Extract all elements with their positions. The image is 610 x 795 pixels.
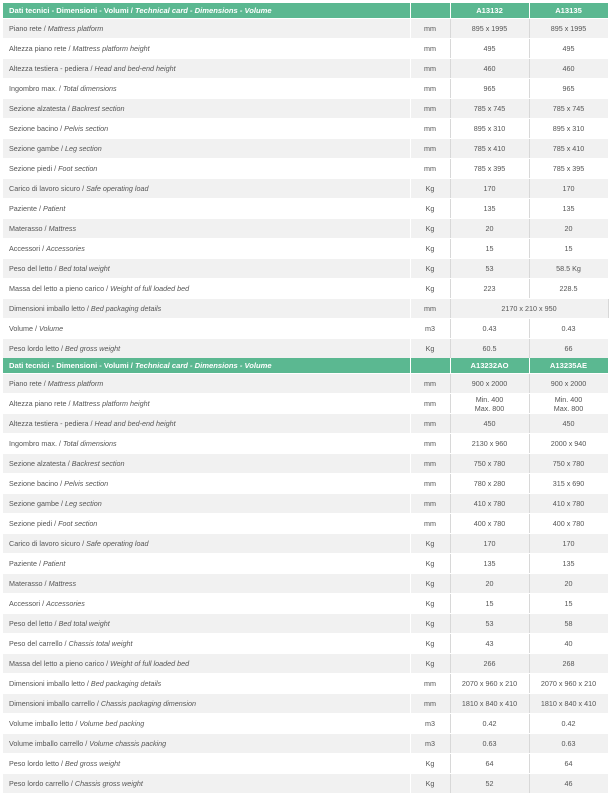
label-it: Sezione gambe / [9, 499, 63, 508]
value-cell-1: 0.42 [450, 714, 529, 734]
label-en: Mattress [48, 224, 77, 233]
label-en: Leg section [64, 499, 102, 508]
value-cell-2: 0.42 [529, 714, 608, 734]
value-cell-1: 135 [450, 199, 529, 219]
label-it: Carico di lavoro sicuro / [9, 539, 85, 548]
row-label [3, 574, 410, 594]
value-cell-1: 53 [450, 614, 529, 634]
value-max: Max. 800 [553, 403, 584, 413]
value-cell-2: 400 x 780 [529, 514, 608, 534]
label-it: Peso del letto / [9, 264, 57, 273]
label-it: Dimensioni imballo letto / [9, 304, 89, 313]
value-cell-2: 2070 x 960 x 210 [529, 674, 608, 694]
value-cell-1: 750 x 780 [450, 454, 529, 474]
label-en: Accessories [46, 244, 85, 253]
label-it: Altezza piano rete / [9, 399, 71, 408]
value-cell-1: 450 [450, 414, 529, 434]
row-label [3, 59, 410, 79]
value-cell-1: 64 [450, 754, 529, 774]
value-cell-2: 170 [529, 179, 608, 199]
label-it: Sezione alzatesta / [9, 104, 70, 113]
unit-cell: Kg [410, 259, 450, 279]
label-en: Leg section [64, 144, 102, 153]
table-row [3, 634, 608, 654]
value-cell-1: 2130 x 960 [450, 434, 529, 454]
label-en: Chassis packaging dimension [100, 699, 196, 708]
value-cell-1: 43 [450, 634, 529, 654]
table-header [3, 358, 608, 374]
row-label [3, 199, 410, 219]
label-en: Volume chassis packing [89, 739, 167, 748]
value-cell-1: 400 x 780 [450, 514, 529, 534]
value-cell-2: 750 x 780 [529, 454, 608, 474]
row-label [3, 279, 410, 299]
table-row [3, 674, 608, 694]
unit-cell: mm [410, 299, 450, 319]
label-it: Accessori / [9, 244, 45, 253]
value-cell-1: 785 x 410 [450, 139, 529, 159]
value-cell-2: 1810 x 840 x 410 [529, 694, 608, 714]
unit-cell: mm [410, 514, 450, 534]
label-en: Total dimensions [62, 439, 117, 448]
unit-cell: mm [410, 374, 450, 394]
unit-cell: Kg [410, 754, 450, 774]
header-title-it: Dati tecnici - Dimensioni - Volumi / [9, 361, 133, 370]
value-cell-2: 785 x 745 [529, 99, 608, 119]
label-it: Peso lordo carrello / [9, 779, 73, 788]
table-row [3, 534, 608, 554]
row-label [3, 454, 410, 474]
value-cell-1: 1810 x 840 x 410 [450, 694, 529, 714]
table-row [3, 119, 608, 139]
value-cell-2: 0.43 [529, 319, 608, 339]
label-it: Volume imballo carrello / [9, 739, 88, 748]
table-row [3, 494, 608, 514]
value-cell-1: 495 [450, 39, 529, 59]
value-cell-1: 2070 x 960 x 210 [450, 674, 529, 694]
value-cell-2: 460 [529, 59, 608, 79]
label-en: Mattress platform height [72, 399, 150, 408]
label-it: Piano rete / [9, 24, 46, 33]
row-label [3, 614, 410, 634]
label-en: Mattress platform [47, 379, 104, 388]
label-en: Bed total weight [58, 264, 110, 273]
value-cell-1: 20 [450, 219, 529, 239]
label-it: Ingombro max. / [9, 439, 61, 448]
label-en: Foot section [58, 519, 98, 528]
value-cell-1: 0.43 [450, 319, 529, 339]
table-row [3, 374, 608, 394]
row-label [3, 514, 410, 534]
label-en: Head and bed-end height [94, 64, 176, 73]
label-it: Dimensioni imballo letto / [9, 679, 89, 688]
unit-cell: mm [410, 394, 450, 414]
label-it: Paziente / [9, 559, 41, 568]
label-en: Volume bed packing [79, 719, 145, 728]
header-title [3, 3, 410, 19]
row-label [3, 79, 410, 99]
header-title-en: Technical card - Dimensions - Volume [135, 361, 272, 370]
technical-table-2 [3, 358, 609, 794]
label-en: Weight of full loaded bed [110, 659, 190, 668]
unit-cell: mm [410, 694, 450, 714]
value-cell-2: 46 [529, 774, 608, 794]
row-label [3, 694, 410, 714]
table-row [3, 19, 608, 39]
value-cell-1: 20 [450, 574, 529, 594]
unit-cell: Kg [410, 179, 450, 199]
table-row [3, 754, 608, 774]
row-label [3, 319, 410, 339]
model-code-2: A13135 [529, 3, 608, 19]
header-unit-cell [410, 358, 450, 374]
unit-cell: Kg [410, 574, 450, 594]
label-en: Mattress platform [47, 24, 104, 33]
table-row [3, 319, 608, 339]
label-it: Materasso / [9, 224, 47, 233]
label-en: Bed packaging details [90, 679, 162, 688]
row-label [3, 139, 410, 159]
header-unit-cell [410, 3, 450, 19]
value-cell-1: 52 [450, 774, 529, 794]
row-label [3, 734, 410, 754]
value-cell-2: 20 [529, 219, 608, 239]
unit-cell: mm [410, 674, 450, 694]
header-title [3, 358, 410, 374]
table-row [3, 694, 608, 714]
table-row [3, 279, 608, 299]
row-label [3, 774, 410, 794]
table-row [3, 654, 608, 674]
value-cell-2: 228.5 [529, 279, 608, 299]
label-en: Chassis total weight [68, 639, 133, 648]
label-en: Foot section [58, 164, 98, 173]
row-label [3, 19, 410, 39]
value-cell-2: 495 [529, 39, 608, 59]
unit-cell: m3 [410, 319, 450, 339]
label-it: Altezza testiera - pediera / [9, 64, 93, 73]
model-code-2: A13235AE [529, 358, 608, 374]
label-it: Altezza piano rete / [9, 44, 71, 53]
model-code-1: A13132 [450, 3, 529, 19]
table-header [3, 3, 608, 19]
label-en: Bed gross weight [64, 759, 121, 768]
value-cell-2: 58 [529, 614, 608, 634]
table-row [3, 734, 608, 754]
label-it: Volume imballo letto / [9, 719, 78, 728]
table-row [3, 554, 608, 574]
row-label [3, 259, 410, 279]
value-cell-1: 15 [450, 594, 529, 614]
value-cell-1: 0.63 [450, 734, 529, 754]
unit-cell: mm [410, 119, 450, 139]
unit-cell: Kg [410, 634, 450, 654]
value-cell-1: 895 x 1995 [450, 19, 529, 39]
unit-cell: mm [410, 59, 450, 79]
value-cell-2: 20 [529, 574, 608, 594]
label-it: Volume / [9, 324, 37, 333]
label-it: Piano rete / [9, 379, 46, 388]
table-row [3, 159, 608, 179]
value-cell-1: 135 [450, 554, 529, 574]
label-en: Pelvis section [64, 479, 109, 488]
table-row [3, 99, 608, 119]
value-cell-1: 223 [450, 279, 529, 299]
unit-cell: Kg [410, 239, 450, 259]
row-label [3, 299, 410, 319]
value-cell-1: 170 [450, 534, 529, 554]
value-cell-2: 15 [529, 239, 608, 259]
label-it: Materasso / [9, 579, 47, 588]
label-it: Sezione bacino / [9, 479, 63, 488]
value-cell-1: 60.5 [450, 339, 529, 359]
value-cell-2: 965 [529, 79, 608, 99]
label-it: Dimensioni imballo carrello / [9, 699, 99, 708]
unit-cell: mm [410, 79, 450, 99]
value-min: Min. 400 [554, 394, 583, 404]
value-cell-1: 410 x 780 [450, 494, 529, 514]
table-row [3, 299, 608, 319]
label-en: Volume [38, 324, 64, 333]
value-cell-2: 135 [529, 554, 608, 574]
value-cell-2: 40 [529, 634, 608, 654]
table-row [3, 714, 608, 734]
unit-cell: Kg [410, 654, 450, 674]
row-label [3, 374, 410, 394]
value-cell-2: 900 x 2000 [529, 374, 608, 394]
row-label [3, 474, 410, 494]
row-label [3, 179, 410, 199]
value-cell-1: 15 [450, 239, 529, 259]
label-en: Head and bed-end height [94, 419, 176, 428]
row-label [3, 239, 410, 259]
unit-cell: Kg [410, 219, 450, 239]
header-title-en: Technical card - Dimensions - Volume [135, 6, 272, 15]
row-label [3, 159, 410, 179]
table-row [3, 139, 608, 159]
label-it: Peso del carrello / [9, 639, 67, 648]
unit-cell: Kg [410, 594, 450, 614]
unit-cell: mm [410, 39, 450, 59]
unit-cell: Kg [410, 199, 450, 219]
value-cell-1: 965 [450, 79, 529, 99]
row-label [3, 634, 410, 654]
value-max: Max. 800 [474, 403, 505, 413]
row-label [3, 219, 410, 239]
table-row [3, 774, 608, 794]
row-label [3, 554, 410, 574]
value-cell-2: 315 x 690 [529, 474, 608, 494]
value-cell-1: 785 x 395 [450, 159, 529, 179]
label-it: Massa del letto a pieno carico / [9, 284, 109, 293]
table-row [3, 594, 608, 614]
row-label [3, 654, 410, 674]
label-en: Backrest section [71, 104, 125, 113]
label-it: Accessori / [9, 599, 45, 608]
table-row [3, 394, 608, 414]
table-row [3, 514, 608, 534]
label-it: Sezione alzatesta / [9, 459, 70, 468]
label-en: Accessories [46, 599, 85, 608]
label-it: Paziente / [9, 204, 41, 213]
label-it: Peso del letto / [9, 619, 57, 628]
table-row [3, 574, 608, 594]
label-en: Pelvis section [64, 124, 109, 133]
value-cell-2: 785 x 395 [529, 159, 608, 179]
value-cell-1: 266 [450, 654, 529, 674]
table-row [3, 179, 608, 199]
value-cell-1: 53 [450, 259, 529, 279]
label-it: Carico di lavoro sicuro / [9, 184, 85, 193]
label-en: Safe operating load [86, 539, 149, 548]
unit-cell: mm [410, 414, 450, 434]
label-it: Ingombro max. / [9, 84, 61, 93]
value-cell-1: 780 x 280 [450, 474, 529, 494]
unit-cell: mm [410, 159, 450, 179]
label-it: Peso lordo letto / [9, 759, 63, 768]
value-cell-2: 15 [529, 594, 608, 614]
label-en: Patient [42, 559, 66, 568]
model-code-1: A13232AO [450, 358, 529, 374]
technical-table-1 [3, 3, 609, 359]
table-row [3, 414, 608, 434]
label-it: Altezza testiera - pediera / [9, 419, 93, 428]
table-row [3, 59, 608, 79]
unit-cell: Kg [410, 339, 450, 359]
table-row [3, 39, 608, 59]
value-cell-2: 170 [529, 534, 608, 554]
table-row [3, 454, 608, 474]
unit-cell: Kg [410, 774, 450, 794]
row-label [3, 39, 410, 59]
row-label [3, 674, 410, 694]
value-cell-1: 895 x 310 [450, 119, 529, 139]
table-row [3, 339, 608, 359]
row-label [3, 494, 410, 514]
value-cell-2: 410 x 780 [529, 494, 608, 514]
label-en: Weight of full loaded bed [110, 284, 190, 293]
row-label [3, 339, 410, 359]
value-span-cell: 2170 x 210 x 950 [450, 299, 608, 319]
row-label [3, 394, 410, 414]
table-row [3, 259, 608, 279]
row-label [3, 594, 410, 614]
label-it: Sezione piedi / [9, 164, 57, 173]
label-it: Peso lordo letto / [9, 344, 63, 353]
unit-cell: m3 [410, 714, 450, 734]
row-label [3, 534, 410, 554]
value-cell-1: 900 x 2000 [450, 374, 529, 394]
unit-cell: mm [410, 99, 450, 119]
table-row [3, 434, 608, 454]
unit-cell: Kg [410, 279, 450, 299]
unit-cell: mm [410, 474, 450, 494]
value-cell-1: 785 x 745 [450, 99, 529, 119]
row-label [3, 119, 410, 139]
unit-cell: m3 [410, 734, 450, 754]
label-en: Chassis gross weight [74, 779, 143, 788]
header-title-it: Dati tecnici - Dimensioni - Volumi / [9, 6, 133, 15]
value-cell-2: 64 [529, 754, 608, 774]
value-min: Min. 400 [475, 394, 504, 404]
label-it: Sezione piedi / [9, 519, 57, 528]
unit-cell: mm [410, 19, 450, 39]
label-en: Bed gross weight [64, 344, 121, 353]
table-row [3, 474, 608, 494]
value-cell-1: 170 [450, 179, 529, 199]
label-en: Bed total weight [58, 619, 110, 628]
unit-cell: Kg [410, 554, 450, 574]
label-en: Patient [42, 204, 66, 213]
value-cell-2: 785 x 410 [529, 139, 608, 159]
value-cell-2: 268 [529, 654, 608, 674]
row-label [3, 414, 410, 434]
unit-cell: mm [410, 454, 450, 474]
row-label [3, 714, 410, 734]
table-row [3, 239, 608, 259]
value-cell-2: 66 [529, 339, 608, 359]
unit-cell: mm [410, 494, 450, 514]
table-row [3, 219, 608, 239]
label-it: Massa del letto a pieno carico / [9, 659, 109, 668]
value-cell-2: 895 x 310 [529, 119, 608, 139]
table-row [3, 199, 608, 219]
table-row [3, 79, 608, 99]
value-cell-2: 450 [529, 414, 608, 434]
unit-cell: mm [410, 434, 450, 454]
unit-cell: mm [410, 139, 450, 159]
value-cell-2 [529, 394, 608, 414]
label-en: Bed packaging details [90, 304, 162, 313]
row-label [3, 434, 410, 454]
unit-cell: Kg [410, 614, 450, 634]
label-en: Safe operating load [86, 184, 149, 193]
value-cell-2: 135 [529, 199, 608, 219]
label-en: Mattress [48, 579, 77, 588]
label-en: Total dimensions [62, 84, 117, 93]
value-cell-2: 58.5 Kg [529, 259, 608, 279]
value-cell-2: 0.63 [529, 734, 608, 754]
label-it: Sezione gambe / [9, 144, 63, 153]
value-cell-2: 895 x 1995 [529, 19, 608, 39]
value-cell-2: 2000 x 940 [529, 434, 608, 454]
value-cell-1: 460 [450, 59, 529, 79]
value-cell-1 [450, 394, 529, 414]
table-row [3, 614, 608, 634]
unit-cell: Kg [410, 534, 450, 554]
row-label [3, 99, 410, 119]
label-en: Backrest section [71, 459, 125, 468]
label-it: Sezione bacino / [9, 124, 63, 133]
label-en: Mattress platform height [72, 44, 150, 53]
row-label [3, 754, 410, 774]
